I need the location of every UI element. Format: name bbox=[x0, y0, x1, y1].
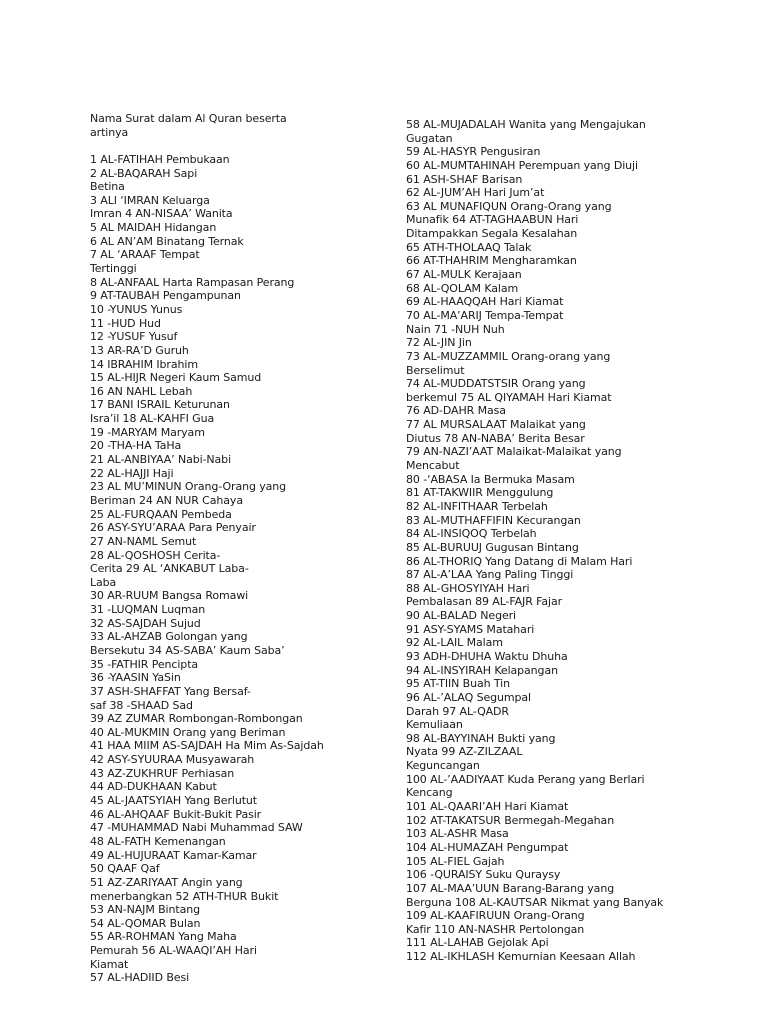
left-column bbox=[90, 112, 390, 985]
surah-line: 58 AL-MUJADALAH Wanita yang Mengajukan bbox=[406, 118, 646, 131]
surah-line: 109 AL-KAAFIRUUN Orang-Orang bbox=[406, 909, 585, 923]
surah-line: 73 AL-MUZZAMMIL Orang-orang yang bbox=[406, 349, 611, 363]
surah-line: Betina bbox=[90, 180, 125, 194]
surah-line: 69 AL-HAAQQAH Hari Kiamat bbox=[406, 295, 564, 309]
surah-line: 17 BANI ISRAIL Keturunan bbox=[90, 398, 230, 412]
surah-line: Imran 4 AN-NISAA’ Wanita bbox=[90, 207, 233, 221]
surah-line: 23 AL MU’MINUN Orang-Orang yang bbox=[90, 480, 287, 494]
document-title-line-2: artinya bbox=[90, 125, 129, 139]
surah-line: 6 AL AN’AM Binatang Ternak bbox=[90, 234, 244, 248]
surah-line: 81 AT-TAKWIIR Menggulung bbox=[406, 486, 554, 500]
surah-line: 111 AL-LAHAB Gejolak Api bbox=[406, 936, 549, 950]
surah-line: 107 AL-MAA’UUN Barang-Barang yang bbox=[406, 881, 615, 895]
surah-line: 35 -FATHIR Pencipta bbox=[90, 657, 199, 671]
surah-line: 100 AL-’AADIYAAT Kuda Perang yang Berlari bbox=[406, 772, 645, 786]
surah-line: 55 AR-ROHMAN Yang Maha bbox=[90, 930, 237, 944]
surah-line: Nain 71 -NUH Nuh bbox=[406, 322, 505, 336]
surah-line: 15 AL-HIJR Negeri Kaum Samud bbox=[90, 371, 262, 385]
surah-line: 57 AL-HADIID Besi bbox=[90, 971, 190, 985]
surah-line: Berguna 108 AL-KAUTSAR Nikmat yang Banyak bbox=[406, 895, 664, 909]
surah-line: Darah 97 AL-QADR bbox=[406, 704, 509, 718]
surah-line: 9 AT-TAUBAH Pengampunan bbox=[90, 289, 241, 303]
surah-line: 27 AN-NAML Semut bbox=[90, 534, 197, 548]
surah-line: 61 ASH-SHAF Barisan bbox=[406, 172, 523, 186]
surah-line: 112 AL-IKHLASH Kemurnian Keesaan Allah bbox=[406, 950, 636, 964]
surah-line: Laba bbox=[90, 575, 117, 589]
surah-line: 84 AL-INSIQOQ Terbelah bbox=[406, 527, 537, 541]
surah-line: 80 -‘ABASA Ia Bermuka Masam bbox=[406, 472, 575, 486]
surah-line: 54 AL-QOMAR Bulan bbox=[90, 916, 201, 930]
surah-line: Mencabut bbox=[406, 459, 460, 473]
surah-line: 30 AR-RUUM Bangsa Romawi bbox=[90, 589, 249, 603]
surah-line: 76 AD-DAHR Masa bbox=[406, 404, 506, 418]
surah-line: 72 AL-JIN Jin bbox=[406, 336, 472, 350]
surah-line: 36 -YAASIN YaSin bbox=[90, 671, 181, 685]
surah-line: 25 AL-FURQAAN Pembeda bbox=[90, 507, 232, 521]
surah-line: Tertinggi bbox=[90, 262, 137, 276]
surah-line: 90 AL-BALAD Negeri bbox=[406, 609, 516, 623]
surah-line: 44 AD-DUKHAAN Kabut bbox=[90, 780, 217, 794]
surah-line: 82 AL-INFITHAAR Terbelah bbox=[406, 499, 548, 513]
surah-line: Berselimut bbox=[406, 363, 465, 377]
surah-line: 101 AL-QAARI’AH Hari Kiamat bbox=[406, 800, 569, 814]
surah-line: 66 AT-THAHRIM Mengharamkan bbox=[406, 254, 577, 268]
surah-line: 39 AZ ZUMAR Rombongan-Rombongan bbox=[90, 712, 303, 726]
surah-line: 79 AN-NAZI’AAT Malaikat-Malaikat yang bbox=[406, 445, 622, 459]
surah-line: 21 AL-ANBIYAA’ Nabi-Nabi bbox=[90, 453, 232, 467]
surah-line: 93 ADH-DHUHA Waktu Dhuha bbox=[406, 649, 568, 663]
surah-line: 1 AL-FATIHAH Pembukaan bbox=[90, 152, 230, 166]
surah-line: 11 -HUD Hud bbox=[90, 316, 161, 330]
surah-line: 98 AL-BAYYINAH Bukti yang bbox=[406, 731, 556, 745]
surah-line: 104 AL-HUMAZAH Pengumpat bbox=[406, 840, 569, 854]
surah-line: 32 AS-SAJDAH Sujud bbox=[90, 616, 201, 630]
surah-line: 28 AL-QOSHOSH Cerita- bbox=[90, 548, 221, 562]
surah-line: 10 -YUNUS Yunus bbox=[90, 302, 183, 316]
surah-line: 92 AL-LAIL Malam bbox=[406, 636, 503, 650]
surah-line: 3 ALI ‘IMRAN Keluarga bbox=[90, 193, 210, 207]
surah-line: Pembalasan 89 AL-FAJR Fajar bbox=[406, 595, 563, 609]
surah-line: 2 AL-BAQARAH Sapi bbox=[90, 166, 198, 180]
surah-line: 22 AL-HAJJI Haji bbox=[90, 466, 174, 480]
surah-line: 13 AR-RA’D Guruh bbox=[90, 343, 189, 357]
surah-line: 7 AL ‘ARAAF Tempat bbox=[90, 248, 200, 262]
surah-line: 41 HAA MIIM AS-SAJDAH Ha Mim As-Sajdah bbox=[90, 739, 324, 753]
surah-line: 31 -LUQMAN Luqman bbox=[90, 603, 206, 617]
surah-line: 50 QAAF Qaf bbox=[90, 862, 160, 876]
surah-line: 8 AL-ANFAAL Harta Rampasan Perang bbox=[90, 275, 295, 289]
surah-line: berkemul 75 AL QIYAMAH Hari Kiamat bbox=[406, 390, 612, 404]
surah-line: 59 AL-HASYR Pengusiran bbox=[406, 145, 541, 159]
surah-line: 45 AL-JAATSYIAH Yang Berlutut bbox=[90, 794, 258, 808]
surah-line: 40 AL-MUKMIN Orang yang Beriman bbox=[90, 725, 286, 739]
surah-line: menerbangkan 52 ATH-THUR Bukit bbox=[90, 889, 279, 903]
surah-line: 37 ASH-SHAFFAT Yang Bersaf- bbox=[90, 684, 251, 698]
document-title-line-1: Nama Surat dalam Al Quran beserta bbox=[90, 112, 287, 125]
surah-line: Kiamat bbox=[90, 957, 129, 971]
surah-line: Cerita 29 AL ‘ANKABUT Laba- bbox=[90, 562, 249, 576]
surah-line: 26 ASY-SYU’ARAA Para Penyair bbox=[90, 521, 256, 535]
surah-line: 60 AL-MUMTAHINAH Perempuan yang Diuji bbox=[406, 158, 638, 172]
surah-line: 16 AN NAHL Lebah bbox=[90, 384, 193, 398]
surah-line: saf 38 -SHAAD Sad bbox=[90, 698, 193, 712]
surah-line: Pemurah 56 AL-WAAQI’AH Hari bbox=[90, 944, 257, 958]
surah-line: 95 AT-TIIN Buah Tin bbox=[406, 677, 511, 691]
surah-line: 105 AL-FIEL Gajah bbox=[406, 854, 505, 868]
surah-line: 12 -YUSUF Yusuf bbox=[90, 330, 178, 344]
surah-line: 46 AL-AHQAAF Bukit-Bukit Pasir bbox=[90, 807, 262, 821]
surah-line: 65 ATH-THOLAAQ Talak bbox=[406, 240, 532, 254]
surah-line: 91 ASY-SYAMS Matahari bbox=[406, 622, 535, 636]
right-surah-list bbox=[406, 118, 746, 964]
surah-line: Ditampakkan Segala Kesalahan bbox=[406, 227, 578, 241]
surah-line: 42 ASY-SYUURAA Musyawarah bbox=[90, 753, 255, 767]
surah-line: 49 AL-HUJURAAT Kamar-Kamar bbox=[90, 848, 257, 862]
surah-line: Isra’il 18 AL-KAHFI Gua bbox=[90, 412, 215, 426]
surah-line: 94 AL-INSYIRAH Kelapangan bbox=[406, 663, 558, 677]
surah-line: 47 -MUHAMMAD Nabi Muhammad SAW bbox=[90, 821, 303, 835]
surah-line: Keguncangan bbox=[406, 759, 480, 773]
surah-line: 87 AL-A’LAA Yang Paling Tinggi bbox=[406, 568, 574, 582]
surah-line: 88 AL-GHOSYIYAH Hari bbox=[406, 581, 530, 595]
surah-line: 51 AZ-ZARIYAAT Angin yang bbox=[90, 875, 243, 889]
surah-line: 103 AL-ASHR Masa bbox=[406, 827, 509, 841]
surah-line: 33 AL-AHZAB Golongan yang bbox=[90, 630, 248, 644]
surah-line: Munafik 64 AT-TAGHAABUN Hari bbox=[406, 213, 579, 227]
surah-line: 62 AL-JUM’AH Hari Jum’at bbox=[406, 186, 545, 200]
surah-line: 48 AL-FATH Kemenangan bbox=[90, 834, 226, 848]
surah-line: 67 AL-MULK Kerajaan bbox=[406, 268, 522, 282]
surah-line: 14 IBRAHIM Ibrahim bbox=[90, 357, 198, 371]
surah-line: 63 AL MUNAFIQUN Orang-Orang yang bbox=[406, 199, 612, 213]
surah-line: Nyata 99 AZ-ZILZAAL bbox=[406, 745, 523, 759]
surah-line: Gugatan bbox=[406, 131, 453, 145]
surah-line: 43 AZ-ZUKHRUF Perhiasan bbox=[90, 766, 235, 780]
surah-line: 106 -QURAISY Suku Quraysy bbox=[406, 868, 561, 882]
surah-line: 83 AL-MUTHAFFIFIN Kecurangan bbox=[406, 513, 581, 527]
surah-line: Diutus 78 AN-NABA’ Berita Besar bbox=[406, 431, 585, 445]
spacer bbox=[90, 139, 390, 153]
surah-line: 96 AL-’ALAQ Segumpal bbox=[406, 690, 532, 704]
surah-line: 102 AT-TAKATSUR Bermegah-Megahan bbox=[406, 813, 615, 827]
surah-line: Beriman 24 AN NUR Cahaya bbox=[90, 493, 243, 507]
surah-line: 19 -MARYAM Maryam bbox=[90, 425, 205, 439]
surah-line: Kemuliaan bbox=[406, 718, 463, 732]
right-column bbox=[406, 118, 746, 964]
surah-line: 77 AL MURSALAAT Malaikat yang bbox=[406, 418, 586, 432]
surah-line: Kencang bbox=[406, 786, 453, 800]
surah-line: Kafir 110 AN-NASHR Pertolongan bbox=[406, 922, 585, 936]
surah-line: Bersekutu 34 AS-SABA’ Kaum Saba’ bbox=[90, 643, 285, 657]
surah-line: 68 AL-QOLAM Kalam bbox=[406, 281, 519, 295]
surah-line: 86 AL-THORIQ Yang Datang di Malam Hari bbox=[406, 554, 633, 568]
surah-line: 53 AN-NAJM Bintang bbox=[90, 903, 200, 917]
surah-line: 20 -THA-HA TaHa bbox=[90, 439, 182, 453]
surah-line: 74 AL-MUDDATSTSIR Orang yang bbox=[406, 377, 586, 391]
surah-line: 70 AL-MA’ARIJ Tempa-Tempat bbox=[406, 308, 564, 322]
surah-line: 5 AL MAIDAH Hidangan bbox=[90, 221, 217, 235]
left-surah-list bbox=[90, 153, 390, 985]
surah-line: 85 AL-BURUUJ Gugusan Bintang bbox=[406, 540, 579, 554]
